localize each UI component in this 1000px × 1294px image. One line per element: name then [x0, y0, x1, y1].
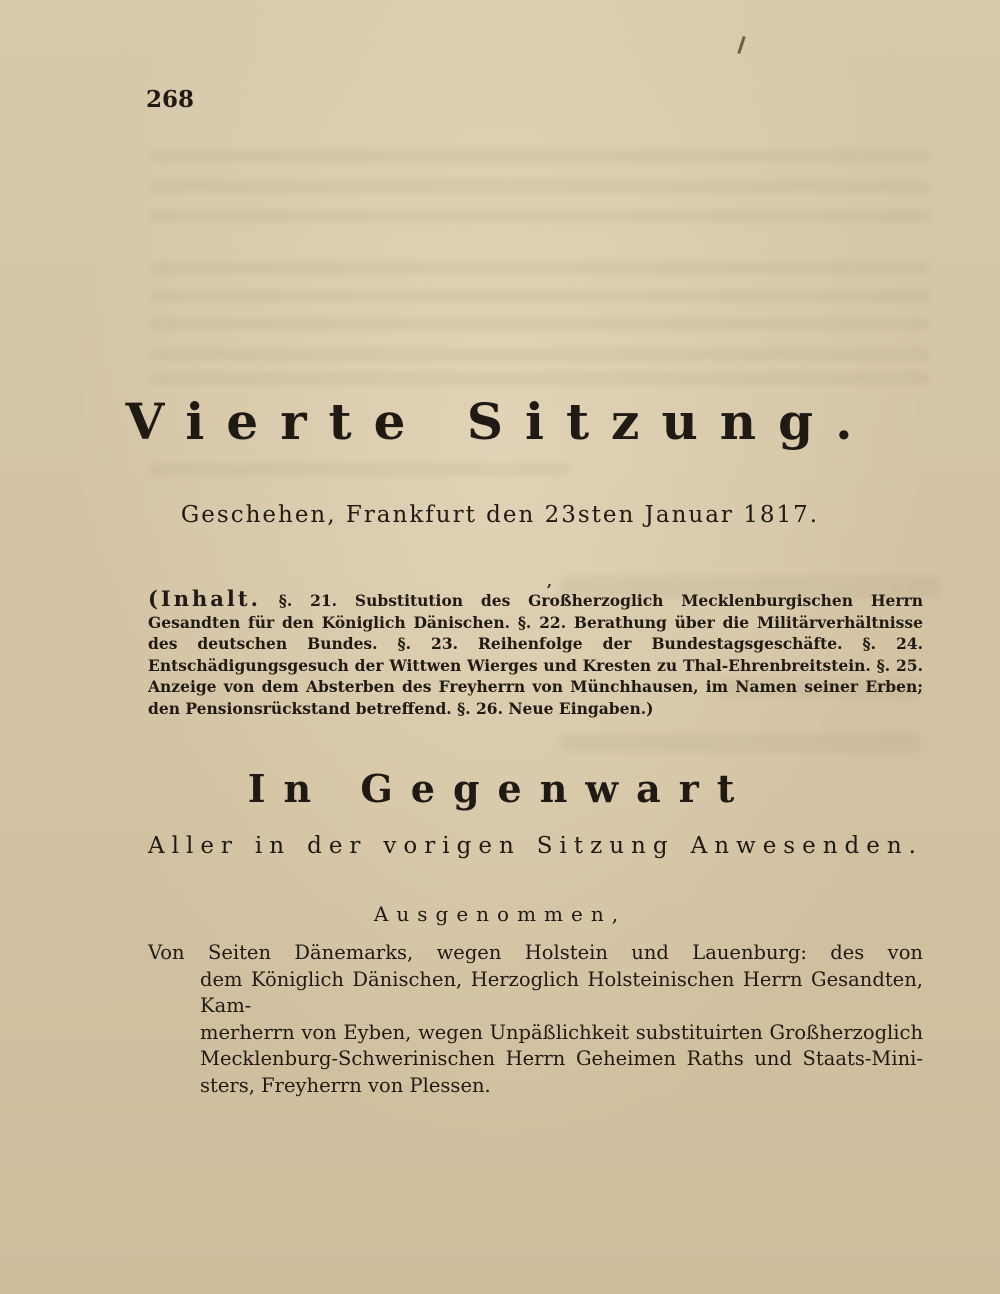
page-number: 268 — [146, 86, 195, 113]
contents-label: (Inhalt. — [148, 586, 261, 611]
printer-mark: , — [547, 574, 552, 590]
bleed-through — [150, 290, 930, 302]
bleed-through — [150, 348, 930, 360]
paragraph-line: sters, Freyherrn von Plessen. — [200, 1073, 491, 1097]
contents-summary — [148, 588, 923, 719]
session-dateline: Geschehen, Frankfurt den 23sten Januar 1817. — [180, 502, 820, 528]
attendance-line: Aller in der vorigen Sitzung Anwesenden. — [148, 833, 923, 859]
paragraph-line: merherrn von Eyben, wegen Unpäßlichkeit substituirten Großherzoglich — [200, 1020, 923, 1044]
paragraph-line: Von Seiten Dänemarks, wegen Holstein und Lauenburg: des von — [148, 941, 923, 964]
bleed-through — [150, 180, 930, 192]
bleed-through — [560, 734, 920, 752]
presence-heading: In Gegenwart — [247, 766, 753, 811]
bleed-through — [150, 464, 570, 476]
exception-heading: Ausgenommen, — [373, 902, 627, 926]
bleed-through — [150, 372, 930, 384]
bleed-through — [150, 150, 930, 162]
ink-mark — [737, 36, 745, 54]
paragraph-line: dem Königlich Dänischen, Herzoglich Holsteinischen Herrn Gesandten, Kam- — [200, 967, 923, 1017]
contents-text: §. 21. Substitution des Großherzoglich Mecklenburgischen Herrn Gesandten für den Königlich Dänischen. §. 22. Berathung über die Militärverhältnisse des deutschen Bundes. §. 23. Reihenfolge der Bundestagsgeschäfte. §. 24. Entschädigungsgesuch der Wittwen Wierges und Kresten zu Thal-Ehrenbreitstein. §. 25. Anzeige von dem Absterben des Freyherrn von Münchhausen, im Namen seiner Erben; den Pensionsrückstand betreffend. §. 26. Neue Eingaben.) — [148, 591, 923, 718]
paragraph-line: Mecklenburg-Schwerinischen Herrn Geheimen Raths und Staats-Mini- — [200, 1047, 923, 1070]
bleed-through — [150, 318, 930, 330]
session-title: Vierte Sitzung. — [125, 392, 875, 451]
bleed-through — [150, 262, 930, 274]
bleed-through — [150, 210, 930, 222]
exception-paragraph — [148, 940, 923, 1099]
